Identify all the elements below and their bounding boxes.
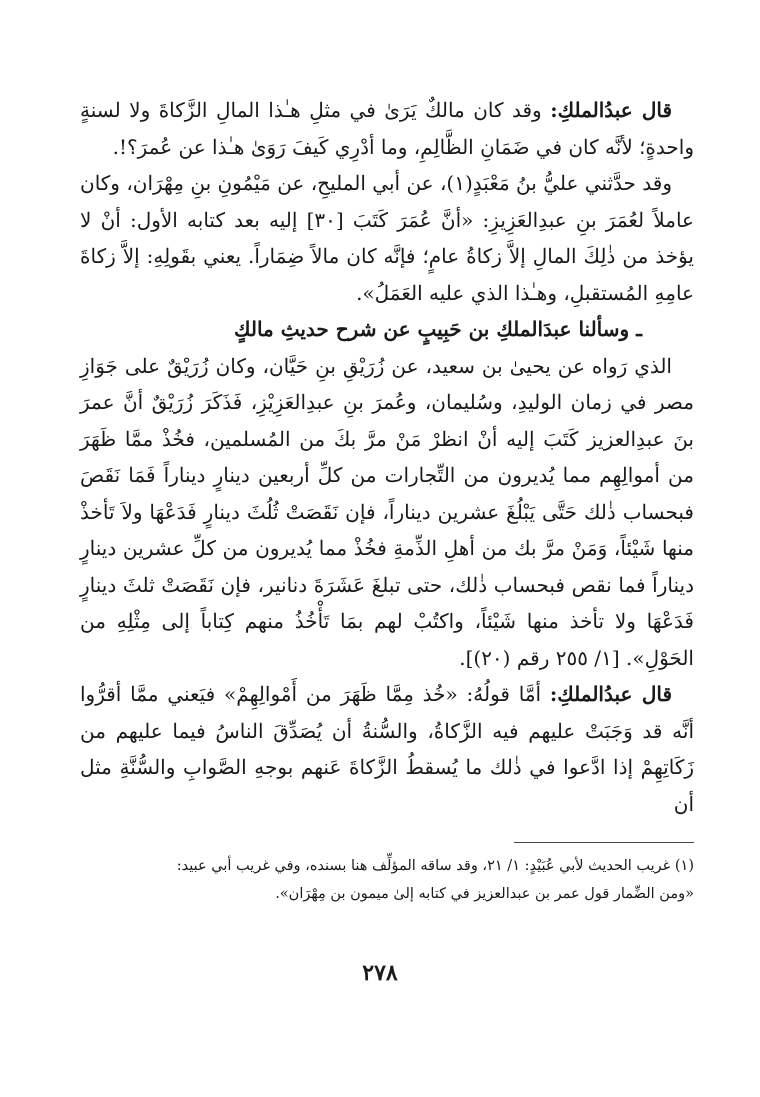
section-heading: ـ وسألنا عبدَالملكِ بن حَبِيبٍ عن شرح حديثِ مالكٍ — [234, 317, 642, 341]
page-number: ٢٧٨ — [362, 960, 398, 986]
footnote-divider — [514, 842, 694, 843]
speaker-label: قال عبدُالملكِ: — [549, 682, 672, 706]
paragraph-1 — [80, 92, 694, 165]
footnotes — [80, 852, 694, 908]
paragraph-4-text: أمَّا قولُهُ: «خُذ مِمَّا ظَهَرَ من أَمْوالِهِمْ» فيَعني ممَّا أقرُّوا أنَّه قد وَجَبَتْ عليهم فيه الزَّكاةُ، والسُّنةُ أن يُصَدِّقَ الناسُ فيما عليهم من زَكَاتِهِمْ إذا ادَّعوا في ذٰلك ما يُسقطُ الزَّكاةَ عَنهم بوجهِ الصَّوابِ والسُّنَّةِ مثل أن — [80, 682, 694, 816]
footnote-1-line-2: «ومن الضِّمار قول عمر بن عبدالعزيز في كتابه إلىٰ ميمون بن مِهْرَان». — [275, 886, 694, 902]
footnote-1-line-1: (١) غريب الحديث لأبي عُبَيْدٍ: ١/ ٢١، وقد ساقه المؤلِّف هنا بسنده، وفي غريب أبي عبيد: — [176, 858, 694, 874]
paragraph-1-text: وقد كان مالكٌ يَرَىٰ في مثلِ هـٰذا المالِ الزَّكاةَ ولا لسنةٍ واحدةٍ؛ لأنَّه كان في ضَمَانِ الظَّالِمِ، وما أدْرِي كَيفَ رَوَىٰ هـٰذا عن عُمرَ؟!. — [80, 98, 694, 159]
main-text — [80, 92, 694, 822]
paragraph-3: الذي رَواه عن يحيىٰ بن سعيد، عن زُرَيْقِ بنِ حَيَّان، وكان زُرَيْقٌ على جَوَازِ مصر في زمان الوليدِ، وسُليمان، وعُمرَ بنِ عبدِالعَزِيْزِ، فَذَكَرَ زُرَيْقٌ أنَّ عمرَ بنَ عبدِالعزيز كَتَبَ إليه أنْ انظرْ مَنْ مرَّ بكَ من المُسلمين، فخُذْ ممَّا ظَهَرَ من أموالِهِم مما يُديرون من التِّجارات من كلِّ أربعين دينارٍ ديناراً فَمَا نَقَصَ فبحساب ذٰلك حَتَّى يَبْلُغَ عشرين ديناراً، فإن نَقَصَتْ ثُلُثَ دينارٍ فَدَعْهَا ولاَ تَأخذْ منها شَيْئاً، وَمَنْ مرَّ بك من أهلِ الذِّمةِ فخُذْ مما يُديرون من كلِّ عشرين دينارٍ ديناراً فما نقص فبحساب ذٰلك، حتى تبلغَ عَشَرَةَ دنانير، فإن نَقَصَتْ ثلثَ دينارٍ فَدَعْهَا ولا تأخذ منها شَيْئاً، واكتُبْ لهم بمَا تَأْخُذُ منهم كِتاباً إلى مِثْلِهِ من الحَوْلِ». [١/ ٢٥٥ رقم (٢٠)]. — [80, 353, 694, 670]
paragraph-2: وقد حدَّثني عليُّ بنُ مَعْبَدٍ(١)، عن أبي المليحِ، عن مَيْمُونِ بنِ مِهْرَان، وكان عاملاً لعُمَرَ بنِ عبدِالعَزِيزِ: «أنَّ عُمَرَ كَتَبَ [٣٠] إليه بعد كتابه الأول: أنْ لا يؤخذ من ذٰلِكَ المالِ إلاَّ زكاةُ عامٍ؛ فإنَّه كان مالاً ضِمَاراً. يعني بقَولِهِ: إلاَّ زكاةَ عامِهِ المُستقبلِ، وهـٰذا الذي عليه العَمَلُ». — [80, 171, 694, 305]
speaker-label: قال عبدُالملكِ: — [550, 98, 673, 122]
paragraph-4 — [80, 676, 694, 822]
